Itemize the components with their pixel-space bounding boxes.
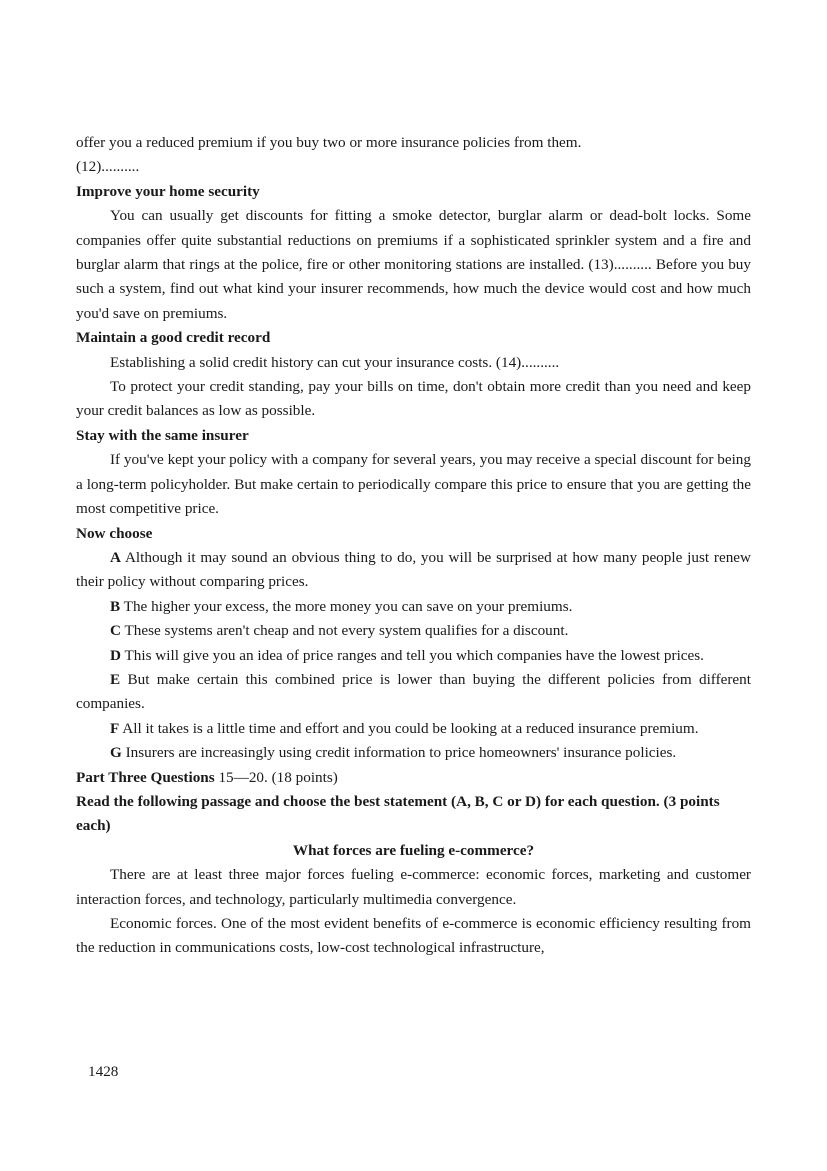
choice-option-f (76, 717, 751, 741)
choice-option-c (76, 619, 751, 643)
option-text: Although it may sound an obvious thing to do, you will be surprised at how many people just renew their policy without comparing prices. (76, 548, 751, 591)
choice-option-e (76, 668, 751, 717)
option-letter: E (110, 670, 121, 688)
paragraph-continued (76, 131, 751, 180)
part-label: Part Three Questions (76, 768, 215, 786)
page-number: 1428 (88, 1063, 119, 1080)
option-letter: C (110, 622, 121, 640)
paragraph: You can usually get discounts for fitting a smoke detector, burglar alarm or dead-bolt locks. Some companies offer quite substantial reductions on premiums if a sophisticated sprinkler system and a fire and burglar alarm that rings at the police, fire or other monitoring stations are installed. (13).......... Before you buy such a system, find out what kind your insurer recommends, how much the device would cost and how much you'd save on premiums. (76, 207, 751, 322)
part-range: 15—20. (18 points) (218, 768, 338, 786)
paragraph: Establishing a solid credit history can cut your insurance costs. (14).......... (110, 353, 560, 371)
paragraph: If you've kept your policy with a company for several years, you may receive a special discount for being a long-term policyholder. But make certain to periodically compare this price to ensure that you are getting the most competitive price. (76, 451, 751, 518)
option-text: But make certain this combined price is lower than buying the different policies from different companies. (76, 670, 751, 713)
option-text: All it takes is a little time and effort and you could be looking at a reduced insurance premium. (122, 719, 699, 737)
paragraph: There are at least three major forces fueling e-commerce: economic forces, marketing and customer interaction forces, and technology, particularly multimedia convergence. (76, 866, 751, 908)
section-heading: Maintain a good credit record (76, 329, 271, 347)
option-text: The higher your excess, the more money you can save on your premiums. (123, 597, 573, 615)
choice-option-d (76, 644, 751, 668)
section-heading: Improve your home security (76, 182, 260, 200)
option-text: Insurers are increasingly using credit information to price homeowners' insurance policies. (125, 744, 677, 762)
choice-option-a (76, 546, 751, 595)
option-letter: G (110, 744, 122, 762)
paragraph-text: offer you a reduced premium if you buy two or more insurance policies from them. (76, 134, 582, 151)
part-three-header (76, 766, 751, 790)
option-letter: D (110, 646, 121, 664)
part-instruction: Read the following passage and choose the best statement (A, B, C or D) for each question. (3 points each) (76, 792, 720, 835)
choices-heading: Now choose (76, 524, 153, 542)
passage-title: What forces are fueling e-commerce? (292, 841, 535, 859)
option-text: These systems aren't cheap and not every system qualifies for a discount. (124, 622, 569, 640)
blank-12: (12).......... (76, 158, 140, 176)
document-page (76, 131, 751, 961)
option-text: This will give you an idea of price ranges and tell you which companies have the lowest prices. (124, 646, 704, 664)
choice-option-b (76, 595, 751, 619)
paragraph: Economic forces. One of the most evident benefits of e-commerce is economic efficiency resulting from the reduction in communications costs, low-cost technological infrastructure, (76, 915, 751, 957)
option-letter: B (110, 597, 121, 615)
option-letter: A (110, 548, 121, 566)
paragraph: To protect your credit standing, pay your bills on time, don't obtain more credit than you need and keep your credit balances as low as possible. (76, 378, 751, 420)
choice-option-g (76, 741, 751, 765)
option-letter: F (110, 719, 120, 737)
section-heading: Stay with the same insurer (76, 426, 249, 444)
